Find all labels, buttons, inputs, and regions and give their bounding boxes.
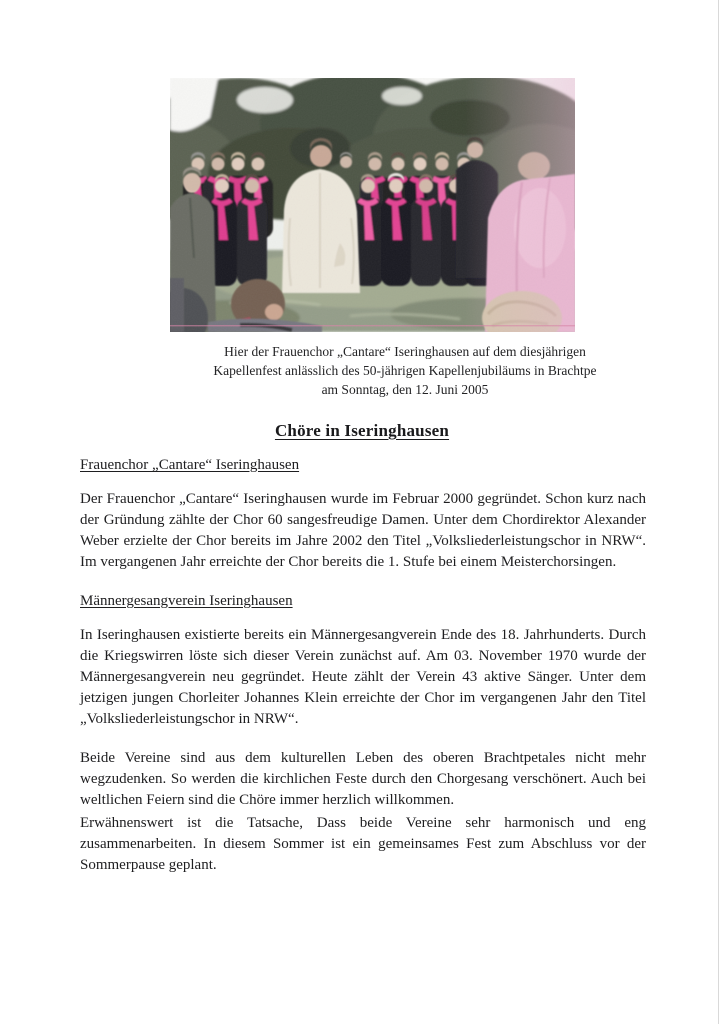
section-body-maennergesangverein: In Iseringhausen existierte bereits ein Männergesangverein Ende des 18. Jahrhunderts. Durch die Kriegswirren löste sich dieser Verein zunächst auf. Am 03. November 1970 wurde der Männergesangverein neu gegründet. Heute zählt der Verein 43 aktive Sänger. Unter dem jetzigen jungen Chorleiter Johannes Klein erreichte der Chor im vergangenen Jahr den Titel „Volksliederleistungschor in NRW“.	[80, 627, 646, 727]
closing-paragraph-1: Beide Vereine sind aus dem kulturellen Leben des oberen Brachtpetales nicht mehr wegzudenken. So werden die kirchlichen Feste durch den Chorgesang verschönert. Auch bei weltlichen Feiern sind die Chöre immer herzlich willkommen.	[80, 750, 646, 808]
choir-photo	[170, 78, 575, 332]
photo-caption-line-3: am Sonntag, den 12. Juni 2005	[321, 382, 489, 397]
page-title: Chöre in Iseringhausen	[274, 421, 450, 440]
section-body-frauenchor: Der Frauenchor „Cantare“ Iseringhausen wurde im Februar 2000 gegründet. Schon kurz nach der Gründung zählte der Chor 60 sangesfreudige Damen. Unter dem Chordirektor Alexander Weber erzielte der Chor bereits im Jahre 2002 den Titel „Volksliederleistungschor in NRW“. Im vergangenen Jahr erreichte der Chor bereits die 1. Stufe bei einem Meisterchorsingen.	[80, 491, 646, 570]
choir-photo-image	[170, 78, 575, 332]
photo-caption-line-2: Kapellenfest anlässlich des 50-jährigen Kapellenjubiläums in Brachtpe	[213, 363, 597, 378]
section-heading-maennergesangverein: Männergesangverein Iseringhausen	[80, 593, 293, 609]
section-heading-frauenchor: Frauenchor „Cantare“ Iseringhausen	[80, 457, 300, 473]
photo-caption	[120, 342, 690, 399]
closing-paragraph-2: Erwähnenswert ist die Tatsache, Dass beide Vereine sehr harmonisch und eng zusammenarbeiten. In diesem Sommer ist ein gemeinsames Fest zum Abschluss vor der Sommerpause geplant.	[80, 815, 646, 873]
scan-artifact-line	[718, 0, 719, 1024]
photo-caption-line-1: Hier der Frauenchor „Cantare“ Iseringhausen auf dem diesjährigen	[224, 344, 586, 359]
